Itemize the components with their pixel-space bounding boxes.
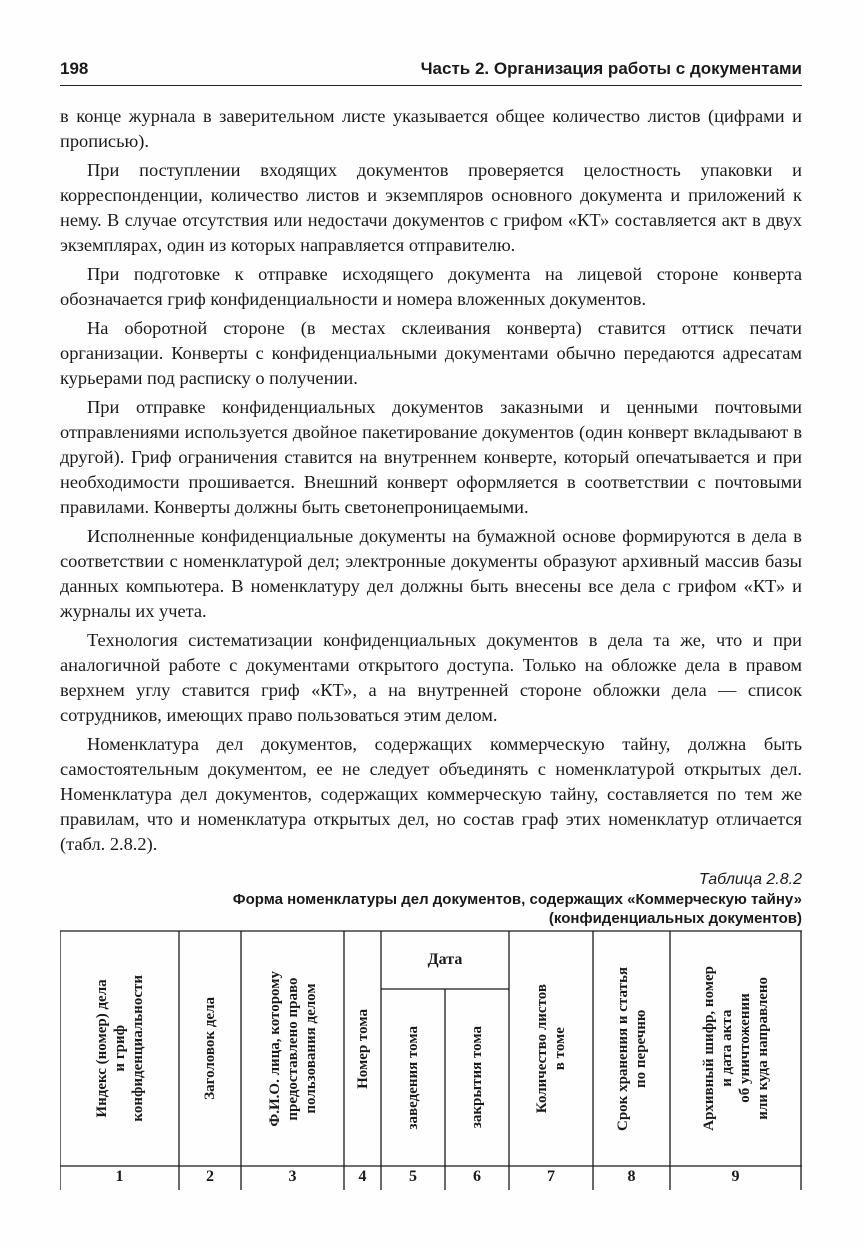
paragraph: При поступлении входящих документов проверяется целостность упаковки и корреспонденции, количество листов и экземпляров основного документа и приложений к нему. В случае отсутствия или недостачи документов с грифом «КТ» составляется акт в двух экземплярах, один из которых направляется отправителю. — [60, 160, 802, 255]
column-number: 4 — [358, 1168, 367, 1185]
column-number: 2 — [206, 1168, 214, 1185]
running-title: Часть 2. Организация работы с документами — [420, 59, 802, 78]
column-header-retention: Срок хранения и статья по перечню — [614, 966, 649, 1131]
body-text — [60, 104, 802, 861]
nomenclature-table — [60, 930, 802, 1190]
column-number: 1 — [115, 1168, 124, 1185]
paragraph: в конце журнала в заверительном листе указывается общее количество листов (цифрами и прописью). — [60, 106, 802, 151]
column-header-sheet-count: Количество листов в томе — [534, 983, 568, 1114]
paragraph: Исполненные конфиденциальные документы на бумажной основе формируются в дела в соответствии с номенклатурой дел; электронные документы образуют архивный массив базы данных компьютера. В номенклатуру дел должны быть внесены все дела с грифом «КТ» и журналы их учета. — [60, 526, 802, 621]
paragraph: Номенклатура дел документов, содержащих коммерческую тайну, должна быть самостоятельным документом, ее не следует объединять с номенклатурой открытых дел. Номенклатура дел документов, содержащих коммерческую тайну, составляется по тем же правилам, что и номенклатура открытых дел, но состав граф этих номенклатур отличается (табл. 2.8.2). — [60, 734, 802, 854]
table-caption — [60, 870, 802, 928]
column-number: 6 — [473, 1168, 481, 1185]
page-header — [60, 55, 802, 86]
column-header-title: Заголовок дела — [202, 997, 218, 1100]
column-header-close-date: закрытия тома — [469, 1026, 485, 1129]
paragraph: На оборотной стороне (в местах склеивания конверта) ставится оттиск печати организации. Конверты с конфиденциальными документами обычно передаются адресатам курьерами под расписку о получении. — [60, 318, 802, 388]
column-number: 5 — [409, 1168, 417, 1185]
table-title-continued: (конфиденциальных документов) — [548, 910, 802, 927]
column-number: 3 — [288, 1168, 297, 1185]
column-header-open-date: заведения тома — [405, 1025, 421, 1130]
column-header-volume: Номер тома — [354, 1008, 371, 1089]
table-number: Таблица 2.8.2 — [698, 871, 802, 888]
paragraph: При отправке конфиденциальных документов заказными и ценными почтовыми отправлениями используется двойное пакетирование документов (один конверт вкладывают в другой). Гриф ограничения ставится на внутреннем конверте, который опечатывается и при необходимости прошивается. Внешний конверт оформляется в соответствии с почтовыми правилами. Конверты должны быть светонепроницаемыми. — [60, 397, 802, 517]
page-number: 198 — [60, 59, 89, 78]
column-number: 7 — [547, 1168, 555, 1185]
column-number: 8 — [627, 1168, 636, 1185]
table-title: Форма номенклатуры дел документов, содержащих «Коммерческую тайну» — [232, 891, 802, 908]
column-group-date: Дата — [427, 951, 463, 968]
column-number: 9 — [731, 1168, 740, 1185]
paragraph: Технология систематизации конфиденциальных документов в дела та же, что и при аналогичной работе с документами открытого доступа. Только на обложке дела в правом верхнем углу ставится гриф «КТ», а на внутренней стороне обложки дела — список сотрудников, имеющих право пользоваться этим делом. — [60, 630, 802, 725]
column-header-index: Индекс (номер) дела и гриф конфиденциальности — [93, 975, 146, 1122]
column-header-person: Ф.И.О. лица, которому предоставлено право пользования делом — [266, 970, 319, 1127]
column-header-archive: Архивный шифр, номер и дата акта об уничтожении или куда направлено — [700, 966, 771, 1131]
paragraph: При подготовке к отправке исходящего документа на лицевой стороне конверта обозначается гриф конфиденциальности и номера вложенных документов. — [60, 264, 802, 309]
